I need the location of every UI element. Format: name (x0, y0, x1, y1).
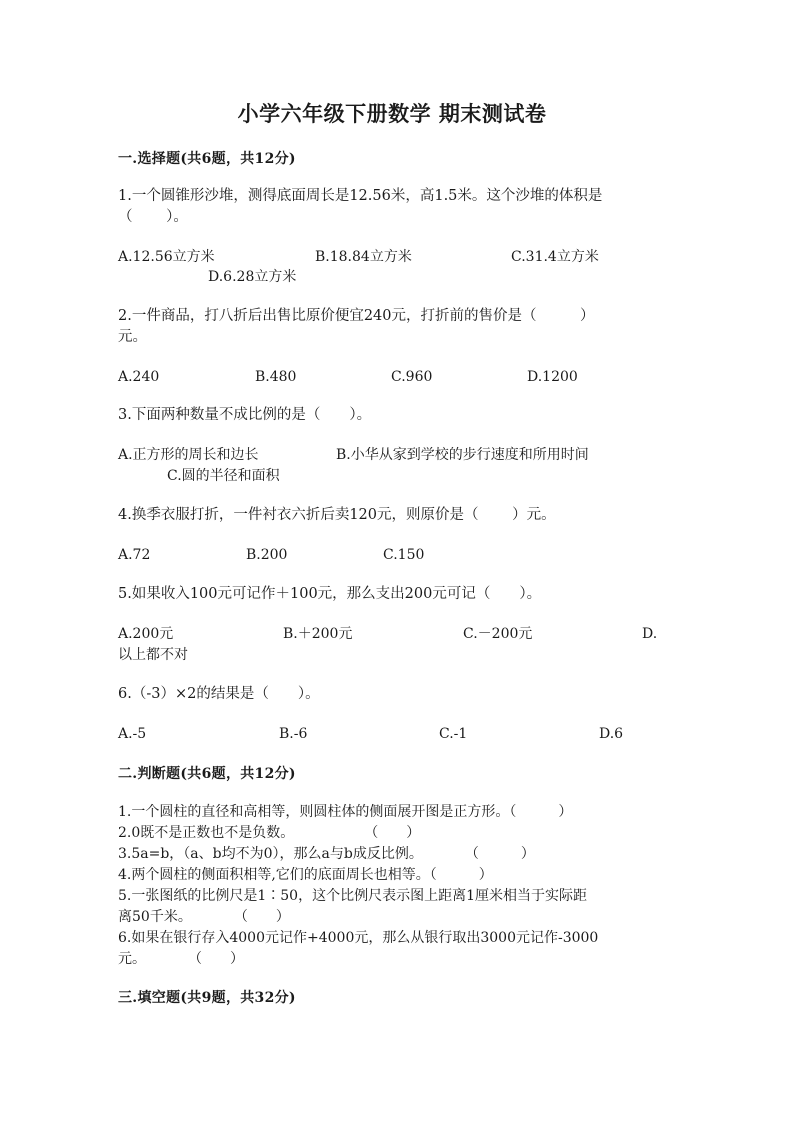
option-b[interactable]: B.200 (246, 547, 288, 563)
option-c[interactable]: C.960 (391, 369, 433, 385)
judge-item-6: 6.如果在银行存入4000元记作+4000元，那么从银行取出3000元记作-3000 (118, 930, 599, 946)
section-judge-heading: 二.判断题(共6题，共12分) (118, 766, 296, 782)
option-a[interactable]: A.240 (118, 369, 160, 385)
option-b[interactable]: B.-6 (279, 726, 308, 742)
option-a[interactable]: A.-5 (118, 726, 147, 742)
option-d[interactable]: D.6 (599, 726, 624, 742)
question-stem-line: 5.如果收入100元可记作＋100元，那么支出200元可记（ ）。 (118, 586, 542, 602)
judge-item-6-cont: 元。 （ ） (118, 951, 244, 967)
option-d[interactable]: D.1200 (527, 369, 578, 385)
option-c[interactable]: C.-1 (439, 726, 468, 742)
option-c[interactable]: C.150 (383, 547, 425, 563)
question-stem-line: 4.换季衣服打折，一件衬衣六折后卖120元，则原价是（ ）元。 (118, 507, 556, 523)
option-d[interactable]: D. (642, 626, 658, 642)
choice-options-3 (118, 445, 666, 484)
choice-options-5 (118, 624, 666, 663)
question-stem-line: （ ）。 (118, 209, 188, 225)
choice-question-6 (118, 684, 666, 705)
option-b[interactable]: B.18.84立方米 (315, 249, 412, 265)
judge-item-1: 1.一个圆柱的直径和高相等，则圆柱体的侧面展开图是正方形。（ ） (118, 804, 573, 820)
choice-options-6 (118, 724, 666, 745)
option-b[interactable]: B.＋200元 (283, 626, 353, 642)
judge-item-5-cont: 离50千米。 （ ） (118, 909, 290, 925)
choice-question-5 (118, 584, 666, 605)
judge-item-4: 4.两个圆柱的侧面积相等,它们的底面周长也相等。（ ） (118, 867, 493, 883)
option-b[interactable]: B.小华从家到学校的步行速度和所用时间 (336, 447, 589, 463)
option-b[interactable]: B.480 (255, 369, 297, 385)
question-stem-line: 3.下面两种数量不成比例的是（ ）。 (118, 407, 372, 423)
option-a[interactable]: A.12.56立方米 (118, 249, 215, 265)
judge-item-3: 3.5a=b，（a、b均不为0），那么a与b成反比例。 （ ） (118, 846, 535, 862)
option-a[interactable]: A.正方形的周长和边长 (118, 447, 259, 463)
question-stem-line: 元。 (118, 329, 147, 345)
page-title: 小学六年级下册数学 期末测试卷 (237, 101, 547, 126)
option-d[interactable]: D.6.28立方米 (208, 269, 297, 285)
choice-options-4 (118, 545, 666, 566)
choice-question-4 (118, 505, 666, 526)
question-stem-line: 6.（-3）×2的结果是（ ）。 (118, 686, 320, 702)
option-c[interactable]: C.31.4立方米 (511, 249, 599, 265)
option-c[interactable]: C.－200元 (463, 626, 533, 642)
choice-question-3 (118, 405, 666, 426)
choice-options-2 (118, 367, 666, 388)
question-stem-line: 2.一件商品，打八折后出售比原价便宜240元，打折前的售价是（ ） (118, 308, 595, 324)
section-fill-heading: 三.填空题(共9题，共32分) (118, 990, 296, 1006)
choice-question-1 (118, 186, 666, 228)
judge-item-5: 5.一张图纸的比例尺是1∶50，这个比例尺表示图上距离1厘米相当于实际距 (118, 888, 587, 904)
option-a[interactable]: A.72 (118, 547, 151, 563)
option-c[interactable]: C.圆的半径和面积 (167, 468, 280, 484)
option-a[interactable]: A.200元 (118, 626, 174, 642)
judge-list (118, 802, 666, 970)
question-stem-line: 1.一个圆锥形沙堆，测得底面周长是12.56米，高1.5米。这个沙堆的体积是 (118, 188, 603, 204)
choice-question-2 (118, 306, 666, 348)
option-d-text[interactable]: 以上都不对 (118, 647, 188, 663)
section-choice-heading: 一.选择题(共6题，共12分) (118, 151, 296, 167)
judge-item-2: 2.0既不是正数也不是负数。 （ ） (118, 825, 421, 841)
choice-options-1 (118, 247, 666, 285)
